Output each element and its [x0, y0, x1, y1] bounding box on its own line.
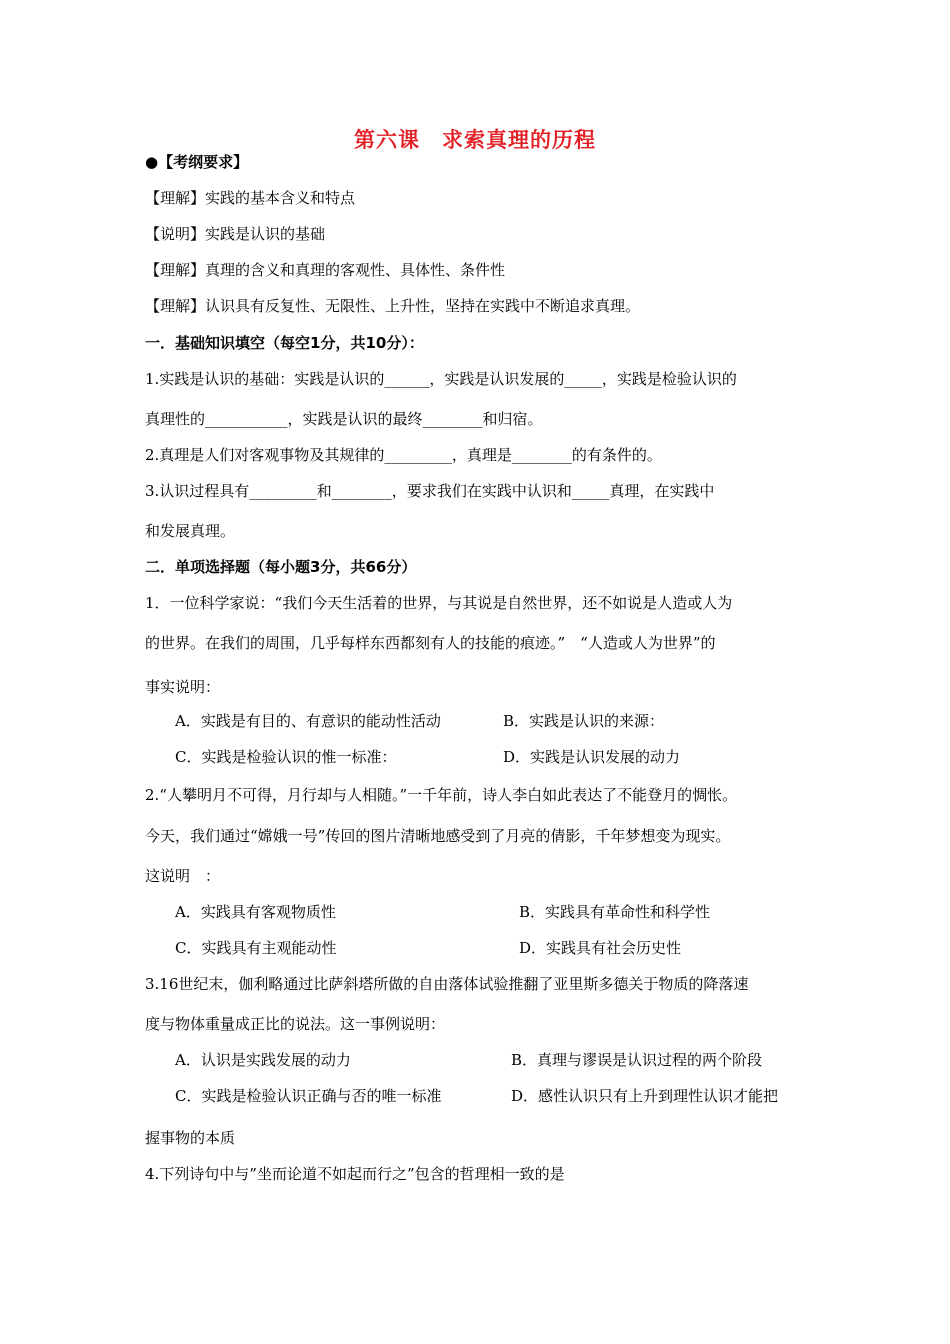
- fill-blank-line: 真理性的___________，实践是认识的最终________和归宿。: [145, 410, 543, 428]
- q3-option-a: A．认识是实践发展的动力: [175, 1051, 351, 1069]
- q3-option-d: D．感性认识只有上升到理性认识才能把: [511, 1087, 779, 1105]
- q2-option-d: D．实践具有社会历史性: [519, 939, 682, 957]
- section1-heading: 一．基础知识填空（每空1分，共10分）：: [145, 334, 424, 352]
- question-2-text: 2.“人攀明月不可得，月行却与人相随。”一千年前，诗人李白如此表达了不能登月的惆怅。: [145, 786, 738, 804]
- question-3-text: 3.16世纪末，伽利略通过比萨斜塔所做的自由落体试验推翻了亚里斯多德关于物质的降落速: [145, 975, 749, 993]
- page-title: 第六课 求索真理的历程: [354, 128, 596, 152]
- q1-option-d: D．实践是认识发展的动力: [503, 748, 681, 766]
- q2-option-b: B．实践具有革命性和科学性: [519, 903, 711, 921]
- requirement-item: 【理解】认识具有反复性、无限性、上升性，坚持在实践中不断追求真理。: [145, 297, 641, 315]
- q3-option-c: C．实践是检验认识正确与否的唯一标准: [175, 1087, 442, 1105]
- fill-blank-line: 2.真理是人们对客观事物及其规律的_________，真理是________的有条件的。: [145, 446, 662, 464]
- question-2-text: 今天，我们通过“嫦娥一号”传回的图片清晰地感受到了月亮的倩影，千年梦想变为现实。: [145, 827, 731, 845]
- requirement-item: 【理解】实践的基本含义和特点: [145, 189, 356, 207]
- question-1-text: 1．一位科学家说：“我们今天生活着的世界，与其说是自然世界，还不如说是人造或人为: [145, 594, 733, 612]
- fill-blank-line: 1.实践是认识的基础：实践是认识的______，实践是认识发展的_____，实践是检验认识的: [145, 370, 737, 388]
- question-3-text: 度与物体重量成正比的说法。这一事例说明：: [145, 1015, 446, 1033]
- q2-option-a: A．实践具有客观物质性: [175, 903, 336, 921]
- question-4-text: 4.下列诗句中与”坐而论道不如起而行之”包含的哲理相一致的是: [145, 1165, 565, 1183]
- q2-option-c: C．实践具有主观能动性: [175, 939, 337, 957]
- requirement-item: 【理解】真理的含义和真理的客观性、具体性、条件性: [145, 261, 506, 279]
- requirements-heading: ●【考纲要求】: [145, 153, 249, 171]
- question-3-continuation: 握事物的本质: [145, 1129, 236, 1147]
- section2-heading: 二．单项选择题（每小题3分，共66分）: [145, 558, 417, 576]
- q1-option-b: B．实践是认识的来源：: [503, 712, 665, 730]
- q1-option-a: A．实践是有目的、有意识的能动性活动: [175, 712, 441, 730]
- requirement-item: 【说明】实践是认识的基础: [145, 225, 326, 243]
- fill-blank-line: 3.认识过程具有_________和________，要求我们在实践中认识和_____真理，在实践中: [145, 482, 715, 500]
- q1-option-c: C．实践是检验认识的惟一标准：: [175, 748, 397, 766]
- question-1-text: 的世界。在我们的周围，几乎每样东西都刻有人的技能的痕迹。” “人造或人为世界”的: [145, 634, 716, 652]
- q3-option-b: B．真理与谬误是认识过程的两个阶段: [511, 1051, 763, 1069]
- question-2-text: 这说明 ：: [145, 867, 221, 885]
- fill-blank-line: 和发展真理。: [145, 522, 236, 540]
- question-1-text: 事实说明：: [145, 678, 221, 696]
